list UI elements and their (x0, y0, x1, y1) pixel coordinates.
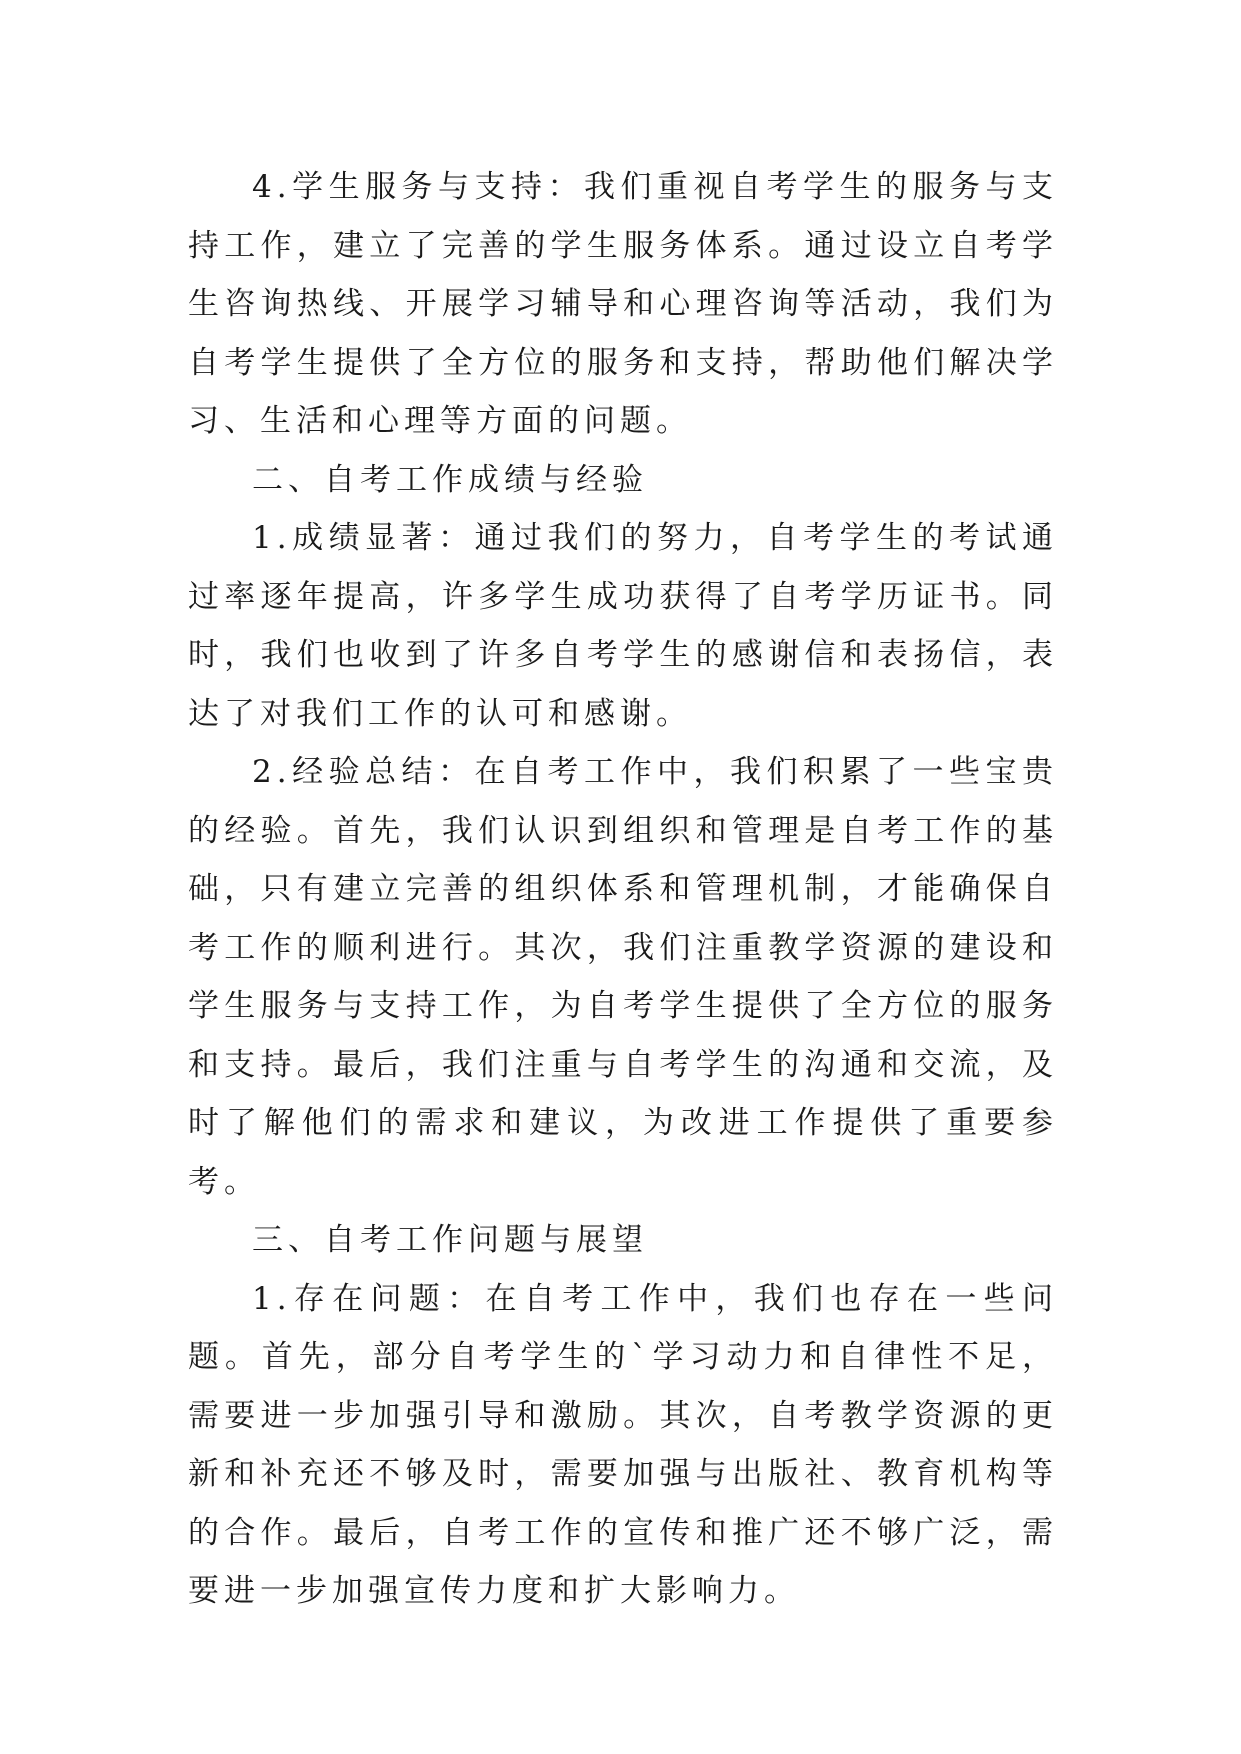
section-heading-problems-outlook: 三、自考工作问题与展望 (252, 1222, 648, 1258)
document-body (188, 158, 1058, 1621)
paragraph-achievements: 1.成绩显著：通过我们的努力，自考学生的考试通过率逐年提高，许多学生成功获得了自考学历证书。同时，我们也收到了许多自考学生的感谢信和表扬信，表达了对我们工作的认可和感谢。 (188, 520, 1058, 732)
paragraph-student-services: 4.学生服务与支持：我们重视自考学生的服务与支持工作，建立了完善的学生服务体系。通过设立自考学生咨询热线、开展学习辅导和心理咨询等活动，我们为自考学生提供了全方位的服务和支持，帮助他们解决学习、生活和心理等方面的问题。 (188, 169, 1058, 439)
paragraph-existing-problems: 1.存在问题：在自考工作中，我们也存在一些问题。首先，部分自考学生的`学习动力和自律性不足，需要进一步加强引导和激励。其次，自考教学资源的更新和补充还不够及时，需要加强与出版社、教育机构等的合作。最后，自考工作的宣传和推广还不够广泛，需要进一步加强宣传力度和扩大影响力。 (188, 1280, 1058, 1609)
paragraph-experience-summary: 2.经验总结：在自考工作中，我们积累了一些宝贵的经验。首先，我们认识到组织和管理是自考工作的基础，只有建立完善的组织体系和管理机制，才能确保自考工作的顺利进行。其次，我们注重教学资源的建设和学生服务与支持工作，为自考学生提供了全方位的服务和支持。最后，我们注重与自考学生的沟通和交流，及时了解他们的需求和建议，为改进工作提供了重要参考。 (188, 754, 1058, 1200)
section-heading-achievements: 二、自考工作成绩与经验 (252, 461, 648, 498)
